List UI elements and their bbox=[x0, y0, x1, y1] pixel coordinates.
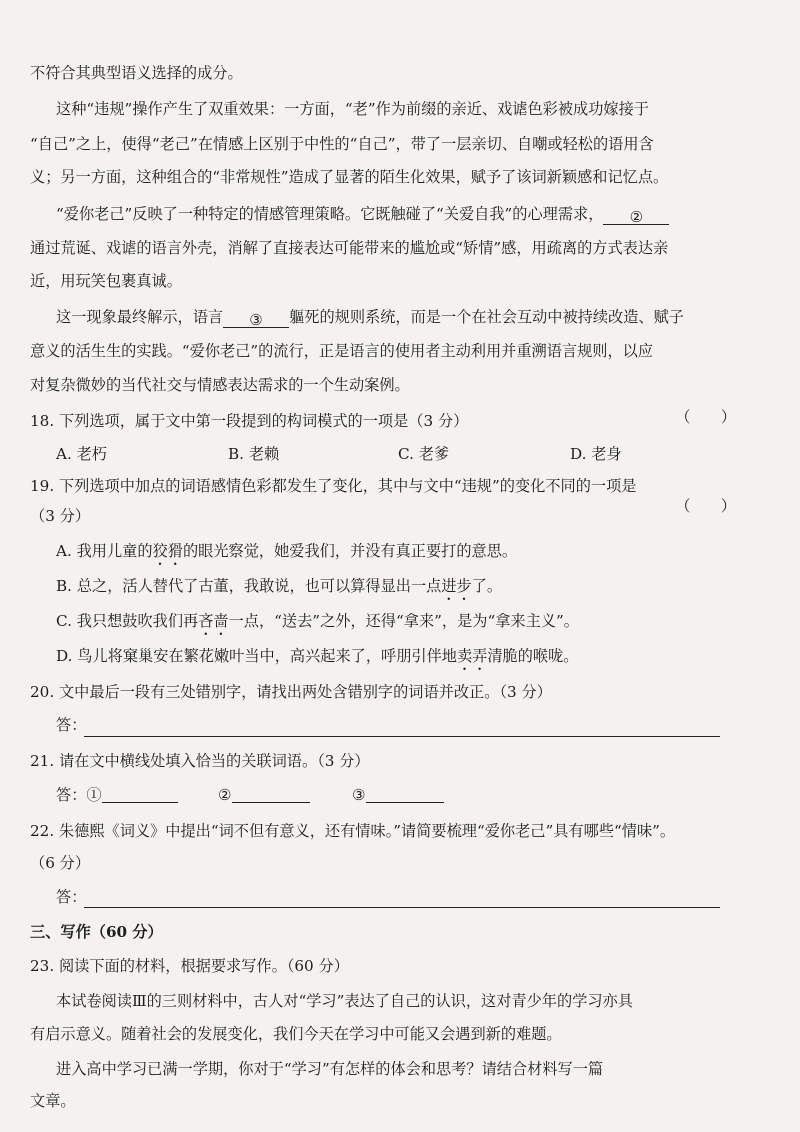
dotted-word: 狡猾 bbox=[152, 542, 183, 560]
answer-line[interactable] bbox=[84, 907, 720, 908]
passage-line: “自己”之上，使得“老己”在情感上区别于中性的“自己”，带了一层亲切、自嘲或轻松的语用含 bbox=[30, 135, 654, 153]
question-19-score bbox=[0, 497, 800, 527]
answer-blank-1[interactable] bbox=[102, 784, 178, 803]
passage-line: 义；另一方面，这种组合的“非常规性”造成了显著的陌生化效果，赋予了该词新颖感和记忆点。 bbox=[30, 168, 669, 186]
passage-line: 近，用玩笑包裹真诚。 bbox=[30, 272, 182, 290]
question-20: 20. 文中最后一段有三处错别字，请找出两处含错别字的词语并改正。（3 分） bbox=[30, 683, 552, 701]
option-text: A. 我用儿童的 bbox=[56, 542, 153, 560]
answer-paren[interactable]: （ ） bbox=[675, 497, 736, 515]
question-18 bbox=[0, 410, 800, 432]
answer-mark-3 bbox=[352, 784, 444, 806]
option-b[interactable] bbox=[0, 575, 800, 604]
answer-label: 答：① bbox=[56, 786, 102, 804]
option-text: B. 总之，活人替代了古董，我敢说，也可以算得显出一点 bbox=[56, 577, 442, 595]
answer-blank-2[interactable] bbox=[232, 784, 310, 803]
option-text: 的眼光察觉，她爱我们，并没有真正要打的意思。 bbox=[182, 542, 518, 560]
option-c[interactable] bbox=[0, 610, 800, 639]
passage-line bbox=[0, 306, 800, 328]
blank-mark: ② bbox=[629, 208, 644, 226]
material-line: 本试卷阅读Ⅲ的三则材料中，古人对“学习”表达了自己的认识，这对青少年的学习亦具 bbox=[56, 992, 633, 1010]
option-text: D. 鸟儿将窠巢安在繁花嫩叶当中，高兴起来了，呼朋引伴地 bbox=[56, 647, 457, 665]
answer-line[interactable] bbox=[84, 736, 720, 737]
passage-text: 这一现象最终解示，语言 bbox=[56, 308, 224, 326]
passage-line: 对复杂微妙的当代社交与情感表达需求的一个生动案例。 bbox=[30, 376, 410, 394]
question-score: （6 分） bbox=[30, 854, 91, 872]
circle-number: ③ bbox=[352, 786, 366, 804]
dotted-word: 吝啬 bbox=[198, 612, 229, 630]
dotted-word: 进步 bbox=[441, 577, 472, 595]
answer-label: 答： bbox=[56, 888, 87, 906]
question-score: （3 分） bbox=[30, 507, 91, 525]
option-b[interactable]: B. 老赖 bbox=[228, 445, 280, 463]
fill-blank-2 bbox=[603, 206, 669, 225]
passage-line bbox=[0, 203, 800, 225]
option-text: 了。 bbox=[471, 577, 503, 595]
blank-mark: ③ bbox=[249, 311, 263, 329]
option-text: 清脆的喉咙。 bbox=[487, 647, 579, 665]
question-21: 21. 请在文中横线处填入恰当的关联词语。（3 分） bbox=[30, 752, 370, 770]
material-line: 有启示意义。随着社会的发展变化，我们今天在学习中可能又会遇到新的难题。 bbox=[30, 1025, 562, 1043]
passage-text: “爱你老己”反映了一种特定的情感管理策略。它既触碰了“关爱自我”的心理需求， bbox=[56, 205, 604, 223]
option-text: C. 我只想鼓吹我们再 bbox=[56, 612, 199, 630]
passage-line: 意义的活生生的实践。“爱你老己”的流行，正是语言的使用者主动利用并重溯语言规则，以应 bbox=[30, 342, 654, 360]
answer-mark-2 bbox=[218, 784, 310, 806]
question-23: 23. 阅读下面的材料，根据要求写作。（60 分） bbox=[30, 957, 349, 975]
passage-line: 通过荒诞、戏谑的语言外壳，消解了直接表达可能带来的尴尬或“矫情”感，用疏离的方式表达亲 bbox=[30, 239, 669, 257]
option-a[interactable] bbox=[0, 540, 800, 569]
material-line: 文章。 bbox=[30, 1092, 76, 1110]
option-text: 一点，“送去”之外，还得“拿来”，是为“拿来主义”。 bbox=[228, 612, 579, 630]
option-c[interactable]: C. 老爹 bbox=[398, 445, 450, 463]
passage-text: 軀死的规则系统，而是一个在社会互动中被持续改造、赋子 bbox=[289, 308, 684, 326]
answer-paren[interactable]: （ ） bbox=[675, 408, 736, 426]
section-title: 三、写作（60 分） bbox=[30, 923, 163, 941]
material-line: 进入高中学习已满一学期，你对于“学习”有怎样的体会和思考？请结合材料写一篇 bbox=[56, 1060, 604, 1078]
fill-blank-3 bbox=[223, 309, 289, 328]
dotted-word: 卖弄 bbox=[456, 647, 488, 665]
question-19: 19. 下列选项中加点的词语感情色彩都发生了变化，其中与文中“违规”的变化不同的一项是 bbox=[30, 477, 637, 495]
question-22: 22. 朱德熙《词义》中提出“词不但有意义，还有情味。”请简要梳理“爱你老己”具有哪些“情味”。 bbox=[30, 822, 676, 840]
answer-label: 答： bbox=[56, 716, 87, 734]
option-d[interactable] bbox=[0, 645, 800, 674]
circle-number: ② bbox=[218, 786, 232, 804]
option-a[interactable]: A. 老朽 bbox=[56, 445, 107, 463]
passage-line: 这种“违规”操作产生了双重效果：一方面，“老”作为前缀的亲近、戏谑色彩被成功嫁接于 bbox=[56, 100, 649, 118]
option-d[interactable]: D. 老身 bbox=[570, 445, 622, 463]
answer-blank-3[interactable] bbox=[366, 784, 444, 803]
question-stem: 18. 下列选项，属于文中第一段提到的构词模式的一项是（3 分） bbox=[30, 412, 469, 430]
passage-line: 不符合其典型语义选择的成分。 bbox=[30, 64, 243, 82]
q21-answers bbox=[0, 784, 800, 806]
